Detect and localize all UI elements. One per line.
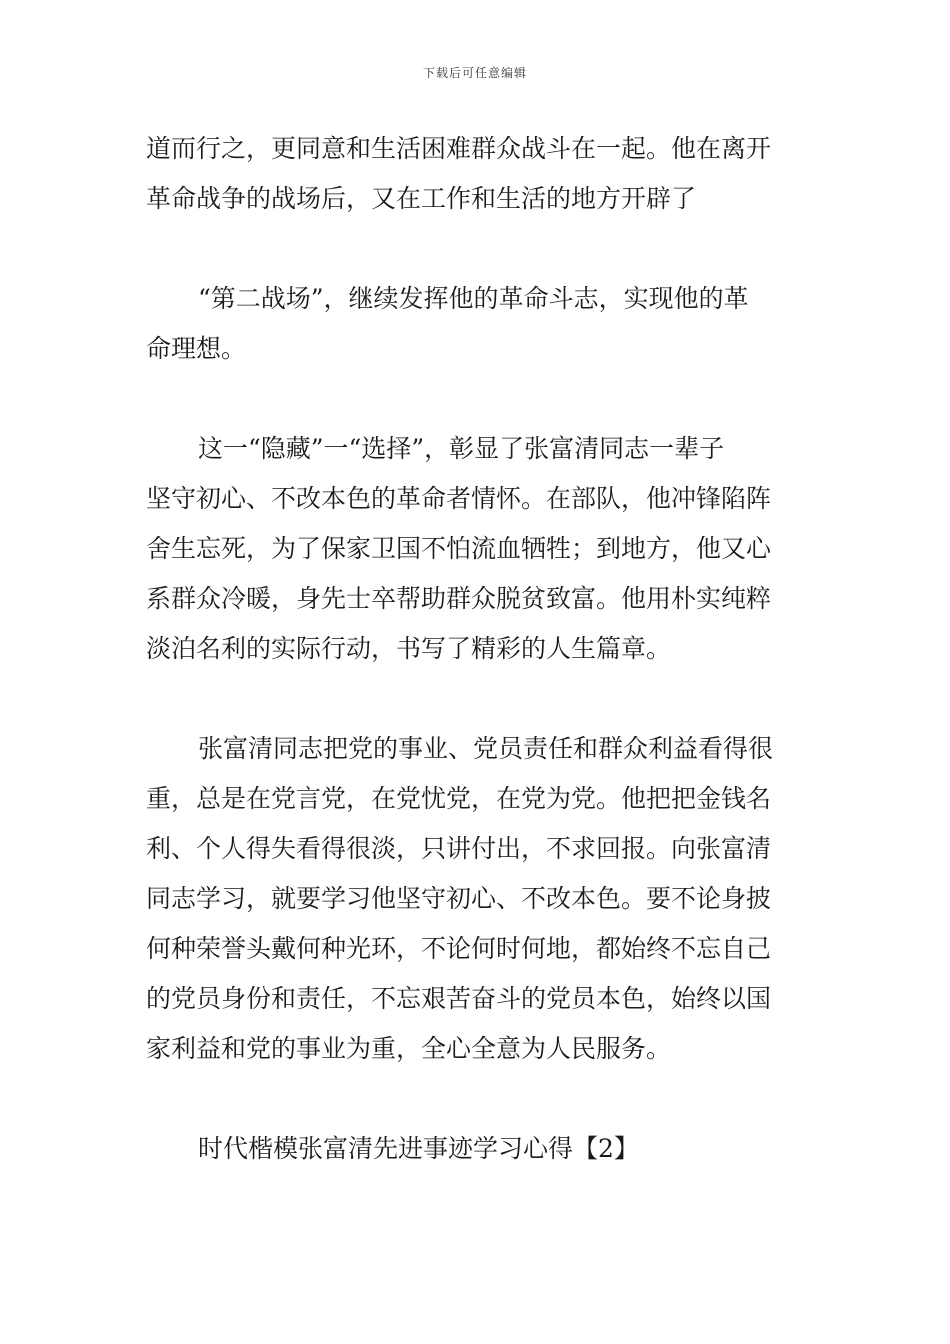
text-line: 何种荣誉头戴何种光环，不论何时何地，都始终不忘自己 [146,934,772,963]
text-line: 舍生忘死，为了保家卫国不怕流血牺牲；到地方，他又心 [146,534,772,563]
paragraph-3 [146,424,806,674]
paragraph-2 [146,274,806,374]
paragraph-1 [146,124,806,224]
text-line: 张富清同志把党的事业、党员责任和群众利益看得很 [198,734,774,763]
document-body [146,124,806,1174]
text-line: “第二战场”，继续发挥他的革命斗志，实现他的革 [198,284,749,313]
paragraph-4 [146,724,806,1074]
text-line: 家利益和党的事业为重，全心全意为人民服务。 [146,1034,672,1063]
text-line: 利、个人得失看得很淡，只讲付出，不求回报。向张富清 [146,834,772,863]
text-line: 革命战争的战场后，又在工作和生活的地方开辟了 [146,184,697,213]
paragraph-gap [146,374,806,424]
text-line: 道而行之，更同意和生活困难群众战斗在一起。他在离开 [146,134,772,163]
page-header: 下载后可任意编辑 [422,66,527,80]
paragraph-gap [146,1074,806,1124]
text-line: 命理想。 [146,334,247,363]
text-line: 系群众冷暖，身先士卒帮助群众脱贫致富。他用朴实纯粹 [146,584,772,613]
text-line: 淡泊名利的实际行动，书写了精彩的人生篇章。 [146,634,672,663]
paragraph-gap [146,674,806,724]
text-line: 这一“隐藏”一“选择”，彰显了张富清同志一辈子 [198,434,725,463]
text-line: 同志学习，就要学习他坚守初心、不改本色。要不论身披 [146,884,772,913]
section-heading [146,1124,806,1174]
heading-line: 时代楷模张富清先进事迹学习心得【2】 [198,1134,639,1163]
paragraph-gap [146,224,806,274]
text-line: 坚守初心、不改本色的革命者情怀。在部队，他冲锋陷阵 [146,484,772,513]
text-line: 的党员身份和责任，不忘艰苦奋斗的党员本色，始终以国 [146,984,772,1013]
text-line: 重，总是在党言党，在党忧党，在党为党。他把把金钱名 [146,784,772,813]
